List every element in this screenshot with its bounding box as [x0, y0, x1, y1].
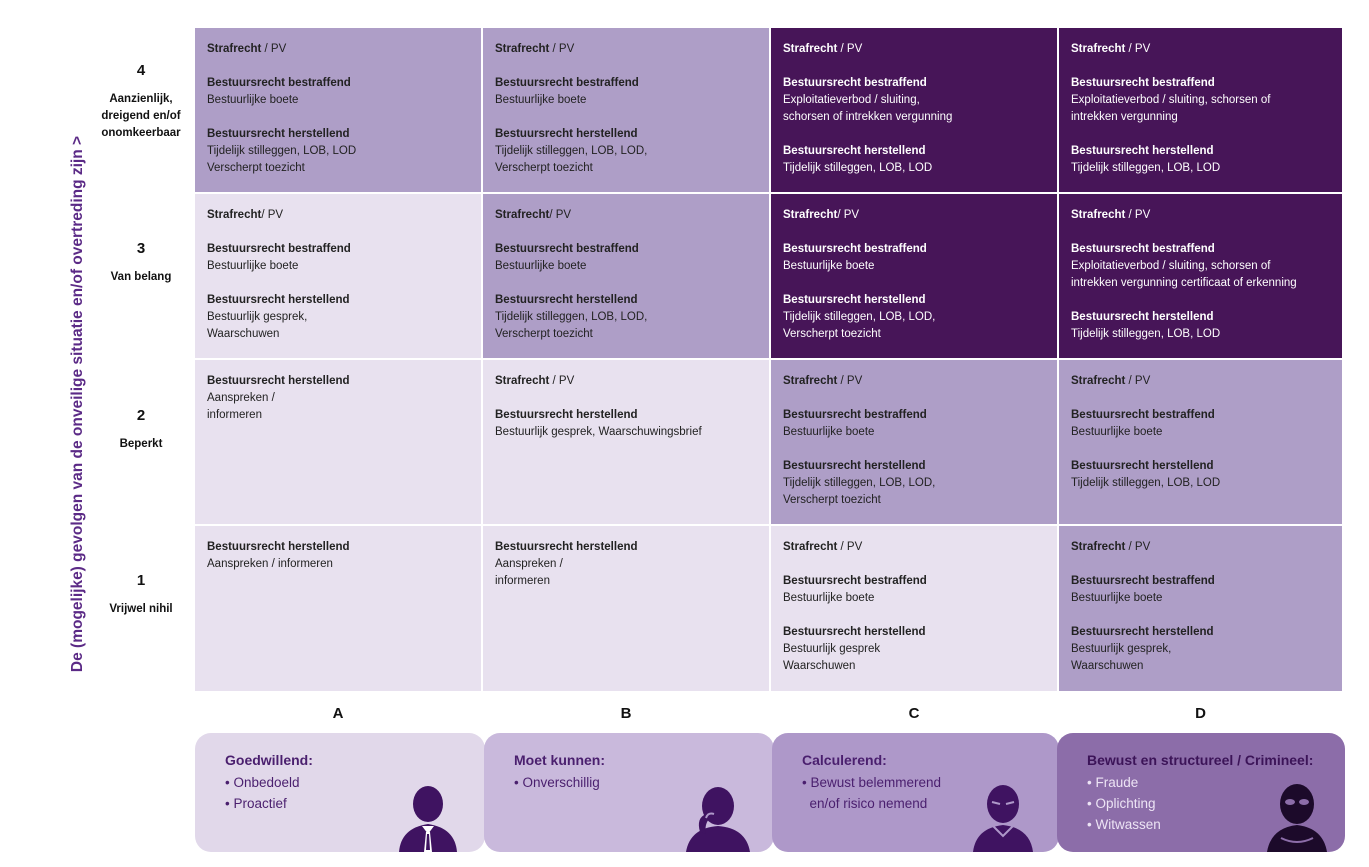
measure-heading: [495, 75, 757, 92]
measure-title: Bestuursrecht herstellend: [783, 626, 926, 638]
measure-title: Bestuursrecht herstellend: [495, 541, 638, 553]
measure-block: [1071, 241, 1330, 292]
measure-heading: [1071, 407, 1330, 424]
row-label-4: [96, 62, 186, 142]
measure-title: Strafrecht: [1071, 375, 1126, 387]
matrix-cell-4a: [195, 28, 481, 192]
row-number: 4: [136, 62, 146, 79]
profile-item: • Fraude: [1087, 775, 1139, 790]
measure-title: Bestuursrecht bestraffend: [495, 243, 639, 255]
measure-line: Tijdelijk stilleggen, LOB, LOD: [783, 162, 933, 174]
measure-title: Bestuursrecht herstellend: [207, 294, 350, 306]
measure-heading: [783, 539, 1045, 556]
measure-heading: [1071, 241, 1330, 258]
measure-title: Bestuursrecht bestraffend: [1071, 77, 1215, 89]
measure-suffix: / PV: [837, 209, 860, 221]
masked-criminal-icon: [1257, 772, 1335, 852]
measure-heading: [783, 407, 1045, 424]
matrix-cell-2d: [1059, 360, 1342, 524]
measure-block: [495, 207, 757, 224]
measure-line: Tijdelijk stilleggen, LOB, LOD: [1071, 477, 1221, 489]
profile-panel-c: [772, 733, 1059, 852]
measure-title: Strafrecht: [207, 43, 262, 55]
measure-block: [1071, 75, 1330, 126]
matrix-cell-4b: [483, 28, 769, 192]
measure-block: [207, 241, 469, 275]
measure-suffix: / PV: [261, 209, 284, 221]
row-number: 1: [136, 572, 146, 589]
businessman-icon: [389, 772, 467, 852]
measure-title: Bestuursrecht herstellend: [1071, 145, 1214, 157]
measure-block: [1071, 143, 1330, 177]
measure-heading: [207, 207, 469, 224]
measure-heading: [1071, 75, 1330, 92]
measure-block: [783, 292, 1045, 343]
measure-block: [207, 373, 469, 424]
measure-title: Bestuursrecht herstellend: [1071, 626, 1214, 638]
matrix-cell-3c: [771, 194, 1057, 358]
column-label-c: C: [908, 705, 920, 722]
measure-line: Bestuurlijke boete: [783, 260, 875, 272]
column-label-b: B: [620, 705, 632, 722]
measure-line: Tijdelijk stilleggen, LOB, LOD,: [783, 311, 936, 323]
measure-title: Bestuursrecht bestraffend: [1071, 409, 1215, 421]
column-labels: [195, 705, 1342, 722]
measure-heading: [207, 41, 469, 58]
measure-line: Verscherpt toezicht: [783, 494, 881, 506]
matrix-cell-1b: [483, 526, 769, 691]
measure-block: [495, 539, 757, 590]
measure-heading: [783, 143, 1045, 160]
measure-title: Strafrecht: [783, 541, 838, 553]
measure-heading: [783, 75, 1045, 92]
measure-block: [495, 241, 757, 275]
measure-title: Bestuursrecht bestraffend: [783, 575, 927, 587]
matrix-cell-1d: [1059, 526, 1342, 691]
column-label-d: D: [1195, 705, 1206, 722]
measure-heading: [1071, 573, 1330, 590]
measure-block: [1071, 309, 1330, 343]
matrix-cell-3b: [483, 194, 769, 358]
measure-title: Bestuursrecht herstellend: [495, 128, 638, 140]
row-name-line: onomkeerbaar: [101, 127, 181, 139]
measure-heading: [1071, 624, 1330, 641]
measure-block: [783, 407, 1045, 441]
measure-heading: [1071, 309, 1330, 326]
measure-heading: [495, 292, 757, 309]
measure-line: Bestuurlijke boete: [207, 94, 299, 106]
measure-title: Bestuursrecht bestraffend: [783, 409, 927, 421]
measure-line: Exploitatieverbod / sluiting, schorsen of: [1071, 94, 1271, 106]
measure-block: [783, 41, 1045, 58]
row-label-3: [96, 240, 186, 286]
measure-block: [1071, 573, 1330, 607]
measure-block: [783, 143, 1045, 177]
measure-title: Strafrecht: [495, 375, 550, 387]
measure-title: Bestuursrecht herstellend: [207, 128, 350, 140]
measure-heading: [207, 241, 469, 258]
measure-line: Bestuurlijke boete: [207, 260, 299, 272]
measure-line: Tijdelijk stilleggen, LOB, LOD: [207, 145, 357, 157]
measure-heading: [495, 126, 757, 143]
measure-title: Strafrecht: [207, 209, 262, 221]
row-name-line: dreigend en/of: [101, 110, 181, 122]
measure-line: Verscherpt toezicht: [495, 328, 593, 340]
profile-item: • Witwassen: [1087, 817, 1161, 832]
profile-panel-d: [1057, 733, 1345, 852]
profile-title: Calculerend:: [802, 752, 887, 768]
measure-line: Waarschuwen: [207, 328, 280, 340]
measure-block: [207, 75, 469, 109]
measure-title: Bestuursrecht bestraffend: [207, 77, 351, 89]
measure-heading: [783, 624, 1045, 641]
matrix-cell-4c: [771, 28, 1057, 192]
measure-title: Bestuursrecht herstellend: [1071, 460, 1214, 472]
measure-block: [495, 41, 757, 58]
measure-heading: [495, 41, 757, 58]
profile-item: en/of risico nemend: [802, 796, 928, 811]
measure-line: Bestuurlijke boete: [495, 94, 587, 106]
measure-suffix: / PV: [837, 43, 863, 55]
measure-suffix: / PV: [549, 209, 572, 221]
measure-line: intrekken vergunning certificaat of erkenning: [1071, 277, 1297, 289]
measure-heading: [207, 126, 469, 143]
profile-item: • Onverschillig: [514, 775, 600, 790]
measure-title: Bestuursrecht bestraffend: [1071, 575, 1215, 587]
measure-title: Bestuursrecht herstellend: [783, 294, 926, 306]
profile-item: • Oplichting: [1087, 796, 1156, 811]
measure-heading: [207, 373, 469, 390]
measure-heading: [495, 241, 757, 258]
measure-heading: [495, 407, 757, 424]
matrix-cell-4d: [1059, 28, 1342, 192]
measure-line: Tijdelijk stilleggen, LOB, LOD,: [783, 477, 936, 489]
measure-title: Bestuursrecht herstellend: [1071, 311, 1214, 323]
measure-title: Bestuursrecht bestraffend: [1071, 243, 1215, 255]
measure-line: Waarschuwen: [783, 660, 856, 672]
measure-block: [783, 539, 1045, 556]
measure-line: Bestuurlijk gesprek: [783, 643, 881, 655]
measure-heading: [495, 539, 757, 556]
measure-line: Bestuurlijke boete: [1071, 426, 1163, 438]
measure-block: [207, 539, 469, 573]
calculating-person-icon: [963, 772, 1041, 852]
measure-block: [495, 126, 757, 177]
measure-title: Strafrecht: [495, 43, 550, 55]
measure-heading: [1071, 373, 1330, 390]
measure-title: Strafrecht: [783, 43, 838, 55]
measure-title: Bestuursrecht bestraffend: [207, 243, 351, 255]
measure-heading: [1071, 207, 1330, 224]
measure-block: [207, 126, 469, 177]
measure-block: [1071, 41, 1330, 58]
measure-suffix: / PV: [1125, 541, 1151, 553]
measure-line: Tijdelijk stilleggen, LOB, LOD: [1071, 162, 1221, 174]
matrix-cell-1c: [771, 526, 1057, 691]
measure-heading: [495, 373, 757, 390]
measure-heading: [783, 41, 1045, 58]
matrix-cell-3d: [1059, 194, 1342, 358]
measure-suffix: / PV: [549, 43, 575, 55]
row-number: 2: [136, 407, 146, 424]
measure-line: Bestuurlijk gesprek,: [1071, 643, 1172, 655]
measure-heading: [783, 292, 1045, 309]
measure-suffix: / PV: [1125, 43, 1151, 55]
measure-suffix: / PV: [837, 375, 863, 387]
measure-block: [495, 75, 757, 109]
measure-title: Bestuursrecht bestraffend: [495, 77, 639, 89]
measure-line: Bestuurlijke boete: [495, 260, 587, 272]
measure-line: Tijdelijk stilleggen, LOB, LOD,: [495, 145, 648, 157]
measure-line: Bestuurlijk gesprek,: [207, 311, 308, 323]
measure-suffix: / PV: [1125, 209, 1151, 221]
row-name: [96, 601, 186, 618]
measure-title: Bestuursrecht herstellend: [207, 541, 350, 553]
measure-block: [783, 241, 1045, 275]
measure-line: Aanspreken /: [207, 392, 275, 404]
measure-title: Strafrecht: [1071, 541, 1126, 553]
measure-block: [495, 373, 757, 390]
measure-line: Exploitatieverbod / sluiting,: [783, 94, 920, 106]
enforcement-matrix: [195, 28, 1342, 697]
measure-block: [783, 458, 1045, 509]
measure-block: [1071, 539, 1330, 556]
measure-heading: [783, 458, 1045, 475]
measure-heading: [783, 207, 1045, 224]
measure-block: [1071, 207, 1330, 224]
measure-suffix: / PV: [837, 541, 863, 553]
measure-title: Strafrecht: [783, 375, 838, 387]
measure-suffix: / PV: [1125, 375, 1151, 387]
measure-title: Strafrecht: [1071, 209, 1126, 221]
matrix-cell-1a: [195, 526, 481, 691]
measure-block: [207, 292, 469, 343]
measure-title: Bestuursrecht bestraffend: [783, 243, 927, 255]
measure-block: [1071, 458, 1330, 492]
row-name: [96, 269, 186, 286]
measure-title: Bestuursrecht herstellend: [207, 375, 350, 387]
profile-item: • Onbedoeld: [225, 775, 300, 790]
measure-title: Strafrecht: [1071, 43, 1126, 55]
measure-heading: [1071, 539, 1330, 556]
profile-title: Bewust en structureel / Crimineel:: [1087, 752, 1314, 768]
measure-line: schorsen of intrekken vergunning: [783, 111, 953, 123]
measure-line: Waarschuwen: [1071, 660, 1144, 672]
measure-title: Strafrecht: [783, 209, 838, 221]
row-label-2: [96, 407, 186, 453]
measure-block: [783, 573, 1045, 607]
measure-heading: [1071, 143, 1330, 160]
measure-suffix: / PV: [261, 43, 287, 55]
row-name: [96, 436, 186, 453]
measure-line: Bestuurlijk gesprek, Waarschuwingsbrief: [495, 426, 702, 438]
row-name-line: Beperkt: [119, 438, 163, 450]
measure-block: [1071, 407, 1330, 441]
row-name-line: Vrijwel nihil: [109, 603, 173, 615]
measure-line: Verscherpt toezicht: [495, 162, 593, 174]
measure-heading: [207, 292, 469, 309]
row-name-line: Aanzienlijk,: [109, 93, 173, 105]
measure-block: [1071, 624, 1330, 675]
measure-block: [783, 75, 1045, 126]
measure-heading: [1071, 458, 1330, 475]
y-axis-title: De (mogelijke) gevolgen van de onveilige situatie en/of overtreding zijn >: [69, 135, 86, 673]
measure-block: [1071, 373, 1330, 390]
measure-line: Exploitatieverbod / sluiting, schorsen of: [1071, 260, 1271, 272]
measure-line: Tijdelijk stilleggen, LOB, LOD,: [495, 311, 648, 323]
measure-line: informeren: [207, 409, 262, 421]
measure-title: Bestuursrecht herstellend: [495, 294, 638, 306]
measure-title: Bestuursrecht herstellend: [783, 460, 926, 472]
measure-heading: [783, 241, 1045, 258]
measure-line: Verscherpt toezicht: [783, 328, 881, 340]
measure-line: Aanspreken /: [495, 558, 563, 570]
measure-heading: [207, 539, 469, 556]
measure-line: intrekken vergunning: [1071, 111, 1178, 123]
profile-title: Moet kunnen:: [514, 752, 605, 768]
measure-suffix: / PV: [549, 375, 575, 387]
measure-block: [783, 624, 1045, 675]
profile-panel-b: [484, 733, 774, 852]
measure-block: [207, 41, 469, 58]
matrix-cell-2c: [771, 360, 1057, 524]
profile-item: • Bewust belemmerend: [802, 775, 942, 790]
measure-title: Bestuursrecht herstellend: [495, 409, 638, 421]
measure-title: Strafrecht: [495, 209, 550, 221]
measure-heading: [783, 373, 1045, 390]
measure-line: Bestuurlijke boete: [783, 426, 875, 438]
measure-heading: [783, 573, 1045, 590]
measure-title: Bestuursrecht herstellend: [783, 145, 926, 157]
measure-block: [783, 207, 1045, 224]
measure-block: [495, 292, 757, 343]
measure-heading: [207, 75, 469, 92]
measure-heading: [495, 207, 757, 224]
measure-line: Tijdelijk stilleggen, LOB, LOD: [1071, 328, 1221, 340]
profile-panel-a: [195, 733, 485, 852]
row-label-1: [96, 572, 186, 618]
measure-heading: [1071, 41, 1330, 58]
measure-line: Aanspreken / informeren: [207, 558, 333, 570]
thinking-person-icon: [678, 772, 756, 852]
row-name: [96, 91, 186, 142]
measure-line: Verscherpt toezicht: [207, 162, 305, 174]
row-name-line: Van belang: [110, 271, 172, 283]
measure-line: Bestuurlijke boete: [783, 592, 875, 604]
measure-block: [783, 373, 1045, 390]
row-number: 3: [136, 240, 146, 257]
measure-block: [207, 207, 469, 224]
matrix-cell-3a: [195, 194, 481, 358]
measure-title: Bestuursrecht bestraffend: [783, 77, 927, 89]
column-label-a: A: [332, 705, 344, 722]
measure-line: Bestuurlijke boete: [1071, 592, 1163, 604]
profile-title: Goedwillend:: [225, 752, 313, 768]
measure-line: informeren: [495, 575, 550, 587]
matrix-cell-2b: [483, 360, 769, 524]
measure-block: [495, 407, 757, 441]
matrix-cell-2a: [195, 360, 481, 524]
profile-item: • Proactief: [225, 796, 287, 811]
